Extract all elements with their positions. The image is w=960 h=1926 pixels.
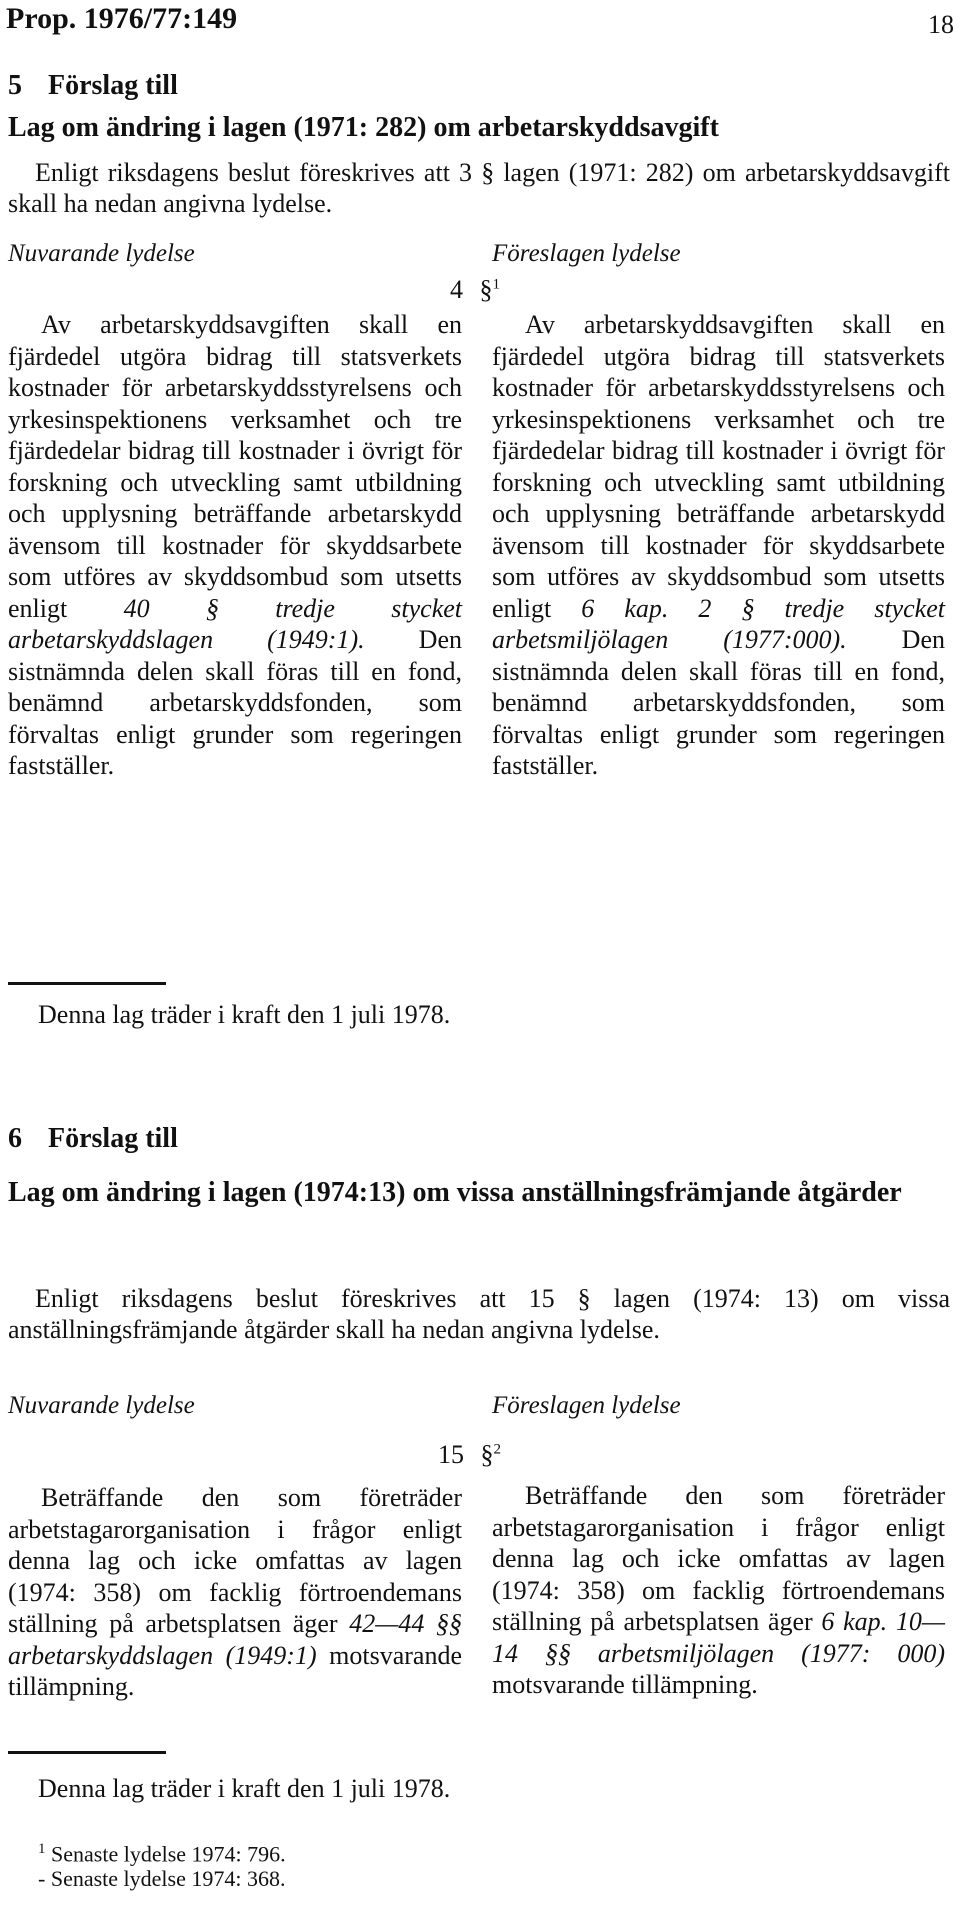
- footnote-text: Senaste lydelse 1974: 796.: [51, 1841, 286, 1867]
- intro-paragraph: Enligt riksdagens beslut föreskrives att 15 § lagen (1974: 13) om vissa anställningsfrämjande åtgärder skall ha nedan angivna lydelse.: [8, 1284, 950, 1344]
- page-number: 18: [928, 10, 954, 39]
- paragraph-number: 4: [450, 275, 463, 304]
- section-sign-icon: §: [480, 1440, 494, 1469]
- section-title: Lag om ändring i lagen (1974:13) om vissa anställningsfrämjande åtgärder: [8, 1177, 902, 1208]
- section-number: 6: [8, 1123, 22, 1154]
- section-number: 5: [8, 70, 22, 101]
- current-wording-label: Nuvarande lydelse: [8, 240, 195, 267]
- paragraph-marker: [438, 1440, 501, 1470]
- current-wording-label: Nuvarande lydelse: [8, 1392, 195, 1419]
- section-title: Lag om ändring i lagen (1971: 282) om arbetarskyddsavgift: [8, 112, 719, 143]
- enactment-clause: Denna lag träder i kraft den 1 juli 1978.: [38, 1774, 451, 1803]
- section-heading: Förslag till: [48, 1123, 178, 1154]
- paragraph-marker: [450, 275, 500, 305]
- footnote-1: [38, 1836, 286, 1867]
- paragraph-number: 15: [438, 1440, 464, 1469]
- section-6-heading: [8, 1123, 948, 1155]
- divider-rule: [8, 982, 166, 985]
- proposed-wording-text: Av arbetarskyddsavgiften skall en fjärdedel utgöra bidrag till statsverkets kostnader för arbetarskyddsstyrelsens och yrkesinspektionens verksamhet och tre fjärdedelar bidrag till kostnader i övrigt för forskning och utveckling samt utbildning och upplysning beträffande arbetarskydd ävensom till kostnader för skyddsarbete som utföres av skyddsombud som utsetts enligt 6 kap. 2 § tredje stycket arbetsmiljölagen (1977:000). Den sistnämnda delen skall föras till en fond, benämnd arbetarskyddsfonden, som förvaltas enligt grunder som regeringen fastställer.: [492, 310, 945, 780]
- proposed-wording-text: Beträffande den som företräder arbetstagarorganisation i frågor enligt denna lag och icke omfattas av lagen (1974: 358) om facklig förtroendemans ställning på arbetsplatsen äger 6 kap. 10—14 §§ arbetsmiljölagen (1977: 000) motsvarande tillämpning.: [492, 1481, 945, 1699]
- footnote-2: [38, 1866, 285, 1892]
- current-wording-text: Beträffande den som företräder arbetstagarorganisation i frågor enligt denna lag och icke omfattas av lagen (1974: 358) om facklig förtroendemans ställning på arbetsplatsen äger 42—44 §§ arbetarskyddslagen (1949:1) motsvarande tillämpning.: [8, 1483, 462, 1701]
- footnote-mark: -: [38, 1866, 46, 1891]
- enactment-clause: Denna lag träder i kraft den 1 juli 1978.: [38, 1000, 451, 1029]
- footnote-mark: 1: [38, 1841, 46, 1857]
- proposed-wording-label: Föreslagen lydelse: [492, 1392, 681, 1419]
- current-wording-text: Av arbetarskyddsavgiften skall en fjärdedel utgöra bidrag till statsverkets kostnader för arbetarskyddsstyrelsens och yrkesinspektionens verksamhet och tre fjärdedelar bidrag till kostnader i övrigt för forskning och utveckling samt utbildning och upplysning beträffande arbetarskydd ävensom till kostnader för skyddsarbete som utföres av skyddsombud som utsetts enligt 40 § tredje stycket arbetarskyddslagen (1949:1). Den sistnämnda delen skall föras till en fond, benämnd arbetarskyddsfonden, som förvaltas enligt grunder som regeringen fastställer.: [8, 310, 462, 780]
- section-heading: Förslag till: [48, 70, 178, 101]
- section-5-heading: [8, 70, 948, 102]
- intro-paragraph: Enligt riksdagens beslut föreskrives att 3 § lagen (1971: 282) om arbetarskyddsavgift skall ha nedan angivna lydelse.: [8, 158, 950, 218]
- footnote-ref: 2: [493, 1441, 501, 1458]
- document-reference: Prop. 1976/77:149: [6, 2, 238, 35]
- footnote-text: Senaste lydelse 1974: 368.: [50, 1866, 286, 1891]
- section-sign-icon: §: [479, 275, 493, 304]
- divider-rule: [8, 1751, 166, 1754]
- proposed-wording-label: Föreslagen lydelse: [492, 240, 681, 267]
- footnote-ref: 1: [492, 276, 500, 293]
